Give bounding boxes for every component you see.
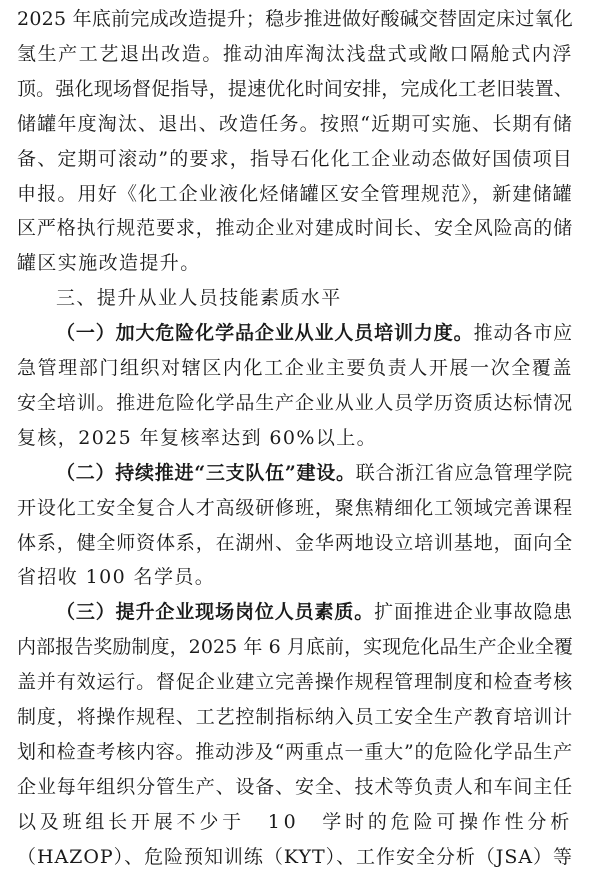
- text-run: 2025 年底前完成改造提升；稳步推进做好酸碱交替固定床过氧化: [17, 8, 573, 30]
- text-line: [0, 734, 591, 770]
- text-line: [0, 629, 591, 665]
- line-content: [17, 559, 215, 595]
- text-run: 申报。用好《化工企业液化烃储罐区安全管理规范》，新建储罐: [17, 182, 573, 205]
- text-run: 推动各市应: [473, 322, 573, 345]
- text-line: [0, 490, 591, 526]
- line-content: [56, 455, 573, 491]
- text-line: [0, 315, 591, 351]
- line-content: [17, 839, 573, 875]
- text-run: 制度，将操作规程、工艺控制指标纳入员工安全生产教育培训计: [17, 706, 573, 728]
- line-content: [56, 280, 342, 316]
- line-content: [17, 71, 573, 107]
- line-content: [17, 490, 573, 526]
- line-content: [17, 176, 573, 212]
- text-line: [0, 71, 591, 107]
- text-run: （HAZOP）、危险预知训练（KYT）、工作安全分析（JSA）等: [17, 845, 573, 868]
- text-line: [0, 769, 591, 805]
- bold-run: （三）提升企业现场岗位人员素质。: [56, 601, 375, 624]
- text-line: [0, 804, 591, 840]
- text-line: [0, 559, 591, 595]
- text-run: 划和检查考核内容。推动涉及“两重点一重大”的危险化学品生产: [17, 740, 573, 763]
- text-run: 顶。强化现场督促指导，提速优化时间安排，完成化工老旧装置、: [17, 77, 573, 100]
- text-run: 氢生产工艺退出改造。推动油库淘汰浅盘式或敞口隔舱式内浮: [17, 42, 573, 65]
- text-line: [0, 594, 591, 630]
- line-content: [17, 350, 573, 386]
- text-run: 内部报告奖励制度，2025 年 6 月底前，实现危化品生产企业全覆: [17, 636, 573, 659]
- text-line: [0, 385, 591, 421]
- text-line: [0, 420, 591, 456]
- text-line: [0, 141, 591, 177]
- line-content: [17, 525, 573, 561]
- text-line: [0, 245, 591, 281]
- line-content: [17, 106, 573, 142]
- section-heading: 三、提升从业人员技能素质水平: [56, 287, 342, 310]
- text-line: [0, 525, 591, 561]
- text-run: 安全培训。推进危险化学品生产企业从业人员学历资质达标情况: [17, 391, 573, 414]
- line-content: [17, 699, 573, 735]
- text-run: 以及班组长开展不少于 10 学时的危险可操作性分析: [17, 810, 573, 833]
- text-run: 备、定期可滚动”的要求，指导石化化工企业动态做好国债项目: [17, 147, 573, 170]
- text-run: 急管理部门组织对辖区内化工企业主要负责人开展一次全覆盖: [17, 357, 573, 379]
- text-line: [0, 210, 591, 246]
- line-content: [17, 734, 573, 770]
- text-run: 开设化工安全复合人才高级研修班，聚焦精细化工领域完善课程: [17, 496, 573, 519]
- line-content: [17, 210, 573, 246]
- line-content: [17, 420, 377, 456]
- text-run: 复核，2025 年复核率达到 60%以上。: [17, 426, 378, 449]
- text-line: [0, 350, 591, 386]
- text-line: [0, 699, 591, 735]
- line-content: [17, 36, 573, 72]
- text-run: 区严格执行规范要求，推动企业对建成时间长、安全风险高的储: [17, 217, 573, 240]
- text-run: 联合浙江省应急管理学院: [355, 461, 573, 484]
- line-content: [17, 385, 573, 421]
- text-run: 储罐年度淘汰、退出、改造任务。按照“近期可实施、长期有储: [17, 112, 573, 135]
- text-line: [0, 280, 591, 316]
- line-content: [17, 1, 573, 37]
- text-run: 盖并有效运行。督促企业建立完善操作规程管理制度和检查考核: [17, 671, 573, 694]
- line-content: [17, 804, 573, 840]
- line-content: [17, 629, 573, 665]
- text-run: 体系，健全师资体系，在湖州、金华两地设立培训基地，面向全: [17, 531, 573, 554]
- text-run: 罐区实施改造提升。: [17, 252, 201, 275]
- line-content: [17, 245, 201, 281]
- line-content: [17, 664, 573, 700]
- text-line: [0, 106, 591, 142]
- text-line: [0, 839, 591, 875]
- text-run: 省招收 100 名学员。: [17, 566, 216, 589]
- text-line: [0, 664, 591, 700]
- line-content: [56, 315, 573, 351]
- line-content: [17, 769, 573, 805]
- line-content: [56, 594, 573, 630]
- text-line: [0, 1, 591, 37]
- text-line: [0, 455, 591, 491]
- text-line: [0, 176, 591, 212]
- bold-run: （二）持续推进“三支队伍”建设。: [56, 461, 356, 484]
- text-line: [0, 36, 591, 72]
- bold-run: （一）加大危险化学品企业从业人员培训力度。: [56, 322, 474, 345]
- text-run: 企业每年组织分管生产、设备、安全、技术等负责人和车间主任: [17, 775, 573, 798]
- line-content: [17, 141, 573, 177]
- text-run: 扩面推进企业事故隐患: [374, 601, 573, 624]
